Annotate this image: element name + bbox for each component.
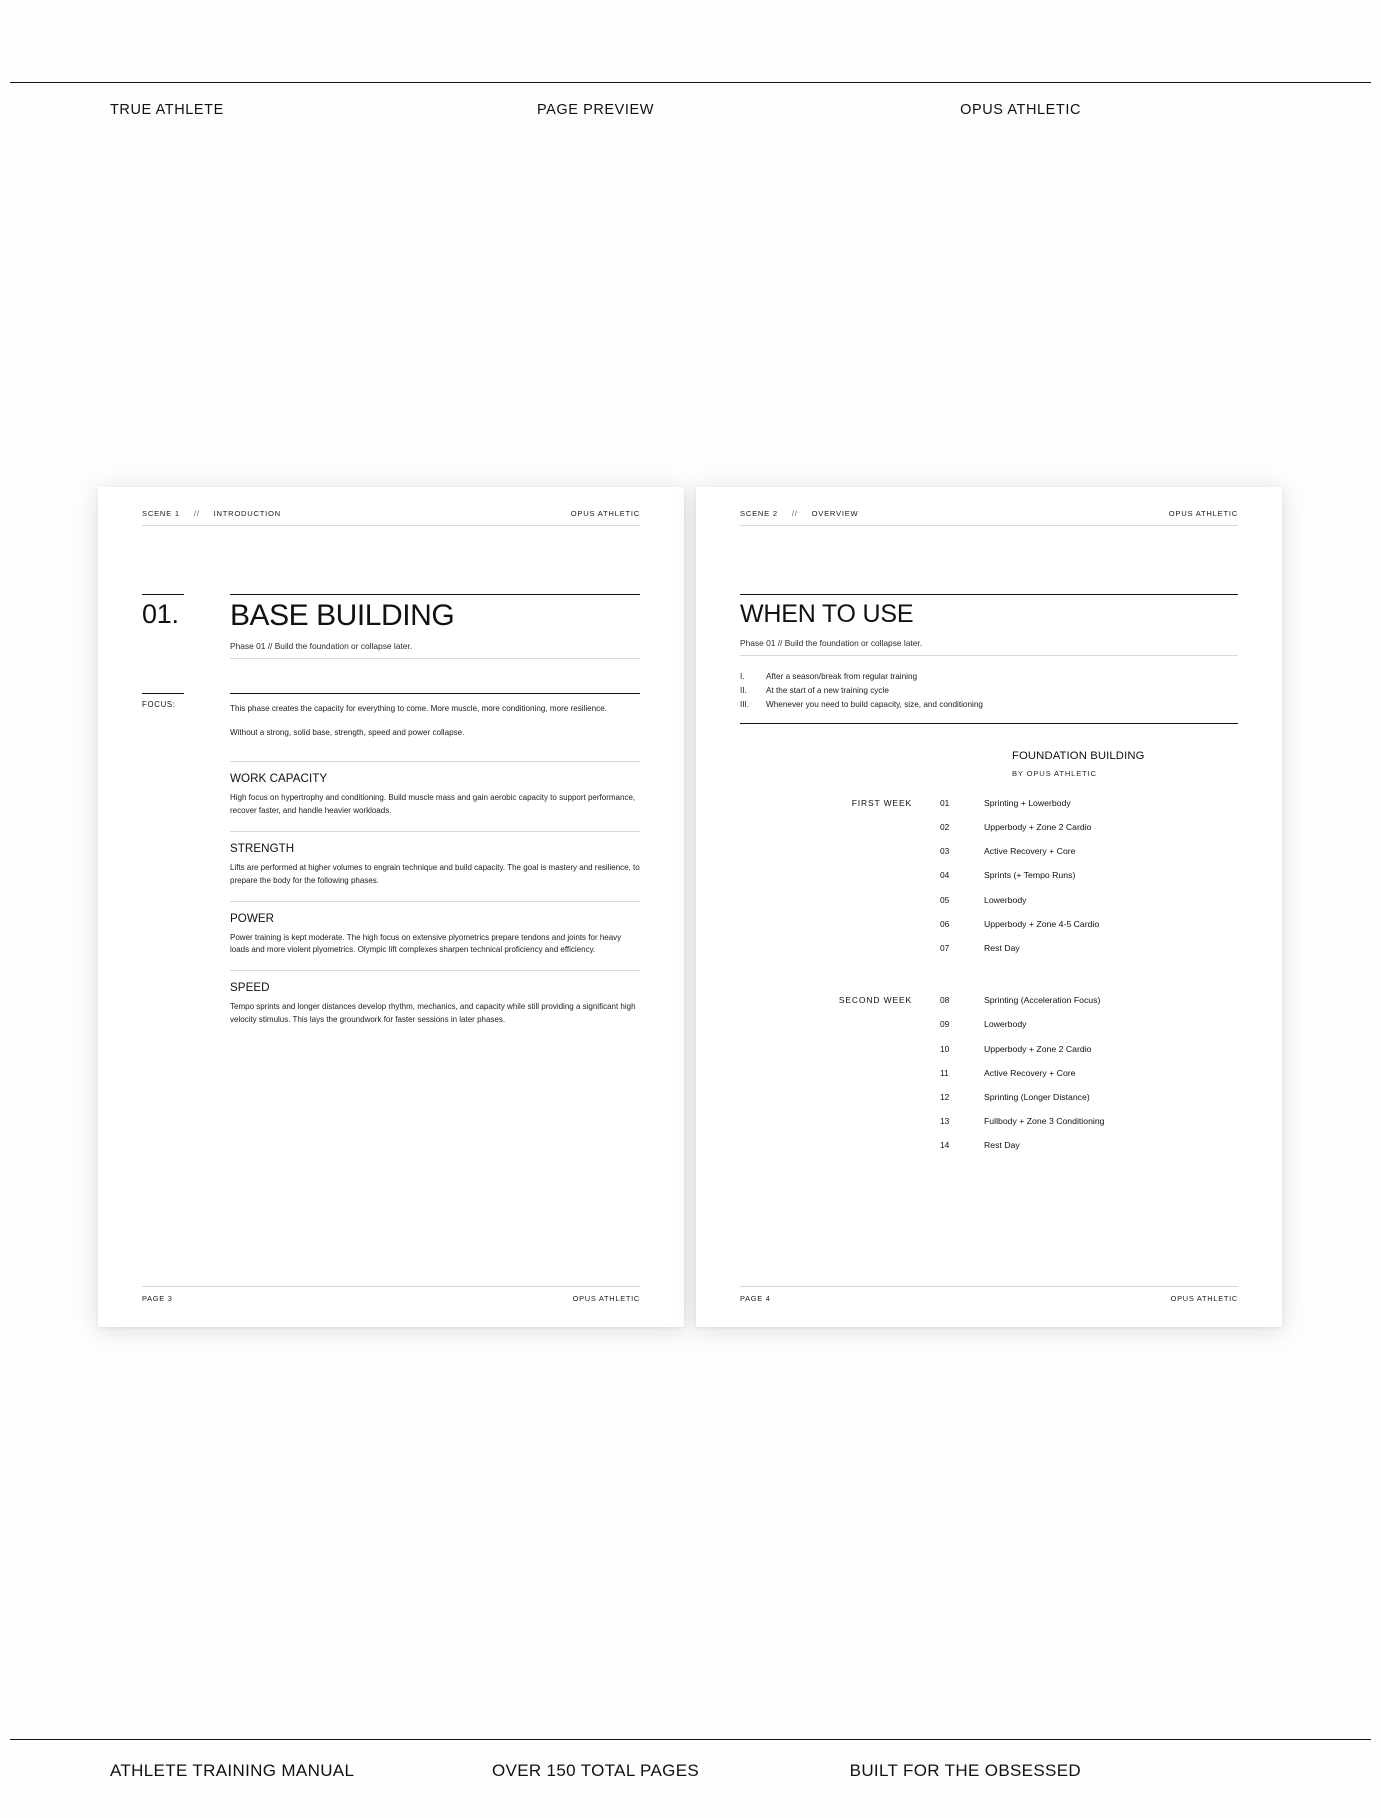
- left-scene-separator: //: [193, 509, 200, 518]
- header-left-label: TRUE ATHLETE: [110, 102, 224, 118]
- day-index: 13: [940, 1116, 950, 1127]
- section-heading: STRENGTH: [230, 841, 295, 855]
- right-page-running-head: [740, 509, 1238, 526]
- page-header: [10, 90, 1371, 130]
- table-row: [740, 870, 1238, 894]
- section-heading: WORK CAPACITY: [230, 771, 328, 785]
- program-title: FOUNDATION BUILDING: [1012, 749, 1145, 762]
- use-case-text: Whenever you need to build capacity, size, and conditioning: [766, 699, 983, 709]
- program-header: [1012, 750, 1238, 778]
- day-index: 01: [940, 797, 950, 808]
- bottom-divider: [10, 1739, 1371, 1740]
- program-byline: BY OPUS ATHLETIC: [1012, 768, 1097, 778]
- section-body: Lifts are performed at higher volumes to engrain technique and build capacity. The goal is mastery and resilience, to prepare the body for the following phases.: [230, 862, 640, 885]
- table-row: [740, 798, 1238, 822]
- use-case-numeral: III.: [740, 699, 750, 709]
- table-row: [740, 1140, 1238, 1164]
- right-section-label: OVERVIEW: [811, 509, 859, 518]
- section-body: High focus on hypertrophy and conditioning. Build muscle mass and gain aerobic capacity to support performance, recover faster, and handle heavier workloads.: [230, 792, 636, 815]
- day-index: 02: [940, 822, 950, 832]
- left-page-running-head: [142, 509, 640, 526]
- right-head-brand: OPUS ATHLETIC: [1168, 509, 1238, 518]
- day-name: Fullbody + Zone 3 Conditioning: [984, 1116, 1105, 1127]
- chapter-title: BASE BUILDING: [230, 599, 455, 632]
- day-name: Lowerbody: [984, 894, 1027, 905]
- day-index: 06: [940, 918, 950, 929]
- section-strength: [230, 831, 640, 888]
- chapter-title-column: [230, 594, 640, 659]
- day-name: Active Recovery + Core: [984, 846, 1076, 857]
- week-label: FIRST WEEK: [851, 797, 912, 808]
- footer-right-label: BUILT FOR THE OBSESSED: [849, 1761, 1082, 1780]
- program-table: [740, 750, 1238, 1165]
- day-index: 10: [940, 1043, 950, 1054]
- table-row: [740, 1019, 1238, 1043]
- use-case-numeral: II.: [740, 685, 747, 695]
- table-row: [740, 1116, 1238, 1140]
- chapter-number-rule: [142, 594, 184, 595]
- day-name: Sprinting (Acceleration Focus): [984, 995, 1101, 1006]
- focus-top-rule: [230, 693, 640, 694]
- day-index: 03: [940, 846, 950, 857]
- day-name: Upperbody + Zone 2 Cardio: [984, 1043, 1092, 1054]
- table-row: [740, 1092, 1238, 1116]
- day-name: Upperbody + Zone 2 Cardio: [984, 822, 1092, 832]
- section-body: Tempo sprints and longer distances develop rhythm, mechanics, and capacity while still providing a significant high velocity stimulus. This lays the groundwork for faster sessions in later phases.: [230, 1002, 636, 1025]
- program-week-second: [740, 995, 1238, 1164]
- focus-rule: [142, 693, 184, 694]
- table-row: [740, 1044, 1238, 1068]
- table-row: [740, 995, 1238, 1019]
- section-speed: [230, 970, 640, 1027]
- chapter-subtitle: Phase 01 // Build the foundation or collapse later.: [230, 641, 640, 659]
- left-head-brand: OPUS ATHLETIC: [570, 509, 640, 518]
- list-item: [740, 684, 1238, 698]
- focus-paragraph-1: This phase creates the capacity for everything to come. More muscle, more conditioning, more resilience.: [230, 703, 607, 713]
- document-page-left: [98, 487, 684, 1327]
- day-name: Active Recovery + Core: [984, 1067, 1076, 1078]
- chapter-number: 01.: [142, 599, 179, 629]
- section-heading: POWER: [230, 911, 275, 925]
- section-work-capacity: [230, 761, 640, 818]
- chapter-number-column: [142, 594, 230, 659]
- left-page-number: PAGE 3: [142, 1294, 173, 1303]
- day-name: Upperbody + Zone 4-5 Cardio: [984, 918, 1100, 929]
- day-name: Rest Day: [984, 942, 1020, 953]
- left-sections: [230, 761, 640, 1028]
- table-row: [740, 1068, 1238, 1092]
- day-index: 05: [940, 894, 950, 905]
- section-power: [230, 901, 640, 958]
- table-row: [740, 822, 1238, 846]
- focus-text-column: [230, 693, 640, 739]
- footer-left-label: ATHLETE TRAINING MANUAL: [110, 1761, 355, 1780]
- section-heading: SPEED: [230, 981, 270, 995]
- top-divider: [10, 82, 1371, 83]
- right-page-subtitle: Phase 01 // Build the foundation or collapse later.: [740, 638, 1238, 656]
- document-page-right: [696, 487, 1282, 1327]
- day-index: 11: [940, 1067, 949, 1078]
- right-title-block: [740, 594, 1238, 656]
- left-foot-brand: OPUS ATHLETIC: [572, 1294, 640, 1303]
- day-index: 14: [940, 1140, 950, 1151]
- right-page-title: WHEN TO USE: [740, 600, 914, 628]
- page-title: PAGE PREVIEW: [536, 102, 655, 118]
- focus-paragraph-2: Without a strong, solid base, strength, speed and power collapse.: [230, 727, 465, 737]
- use-case-text: After a season/break from regular training: [766, 672, 918, 681]
- use-case-numeral: I.: [740, 672, 745, 681]
- document-spread: [98, 487, 1283, 1327]
- right-scene-separator: //: [791, 509, 798, 518]
- list-item: [740, 698, 1238, 712]
- day-name: Lowerbody: [984, 1019, 1027, 1030]
- table-row: [740, 895, 1238, 919]
- day-index: 09: [940, 1019, 950, 1030]
- right-foot-brand: OPUS ATHLETIC: [1170, 1294, 1238, 1303]
- day-index: 07: [940, 942, 950, 953]
- program-week-first: [740, 798, 1238, 967]
- left-scene-label: SCENE 1: [142, 509, 180, 518]
- chapter-title-rule: [230, 594, 640, 595]
- use-case-text: At the start of a new training cycle: [766, 685, 889, 695]
- table-row: [740, 943, 1238, 967]
- header-brand-label: OPUS ATHLETIC: [960, 102, 1082, 118]
- left-section-label: INTRODUCTION: [213, 509, 281, 518]
- page-footer: [10, 1754, 1371, 1788]
- footer-center-label: OVER 150 TOTAL PAGES: [491, 1761, 700, 1780]
- day-index: 04: [940, 870, 950, 881]
- day-name: Sprinting (Longer Distance): [984, 1091, 1090, 1102]
- right-scene-label: SCENE 2: [740, 509, 778, 518]
- focus-label-column: [142, 693, 230, 739]
- table-row: [740, 919, 1238, 943]
- right-page-running-foot: [740, 1286, 1238, 1303]
- day-name: Sprinting + Lowerbody: [984, 797, 1071, 808]
- right-page-number: PAGE 4: [740, 1294, 771, 1303]
- section-body: Power training is kept moderate. The high focus on extensive plyometrics prepare tendons and joints for heavy loads and more violent plyometrics. Olympic lift complexes sharpen technical proficiency and efficiency.: [230, 932, 622, 955]
- left-page-running-foot: [142, 1286, 640, 1303]
- week-label: SECOND WEEK: [838, 995, 912, 1006]
- focus-row: [142, 693, 640, 739]
- day-index: 12: [940, 1091, 950, 1102]
- day-name: Rest Day: [984, 1140, 1020, 1151]
- day-name: Sprints (+ Tempo Runs): [984, 870, 1076, 881]
- focus-label: FOCUS:: [142, 699, 176, 709]
- table-row: [740, 846, 1238, 870]
- list-item: [740, 670, 1238, 684]
- day-index: 08: [940, 995, 950, 1006]
- use-case-list: [740, 670, 1238, 724]
- right-title-rule: [740, 594, 1238, 595]
- left-title-block: [142, 594, 640, 659]
